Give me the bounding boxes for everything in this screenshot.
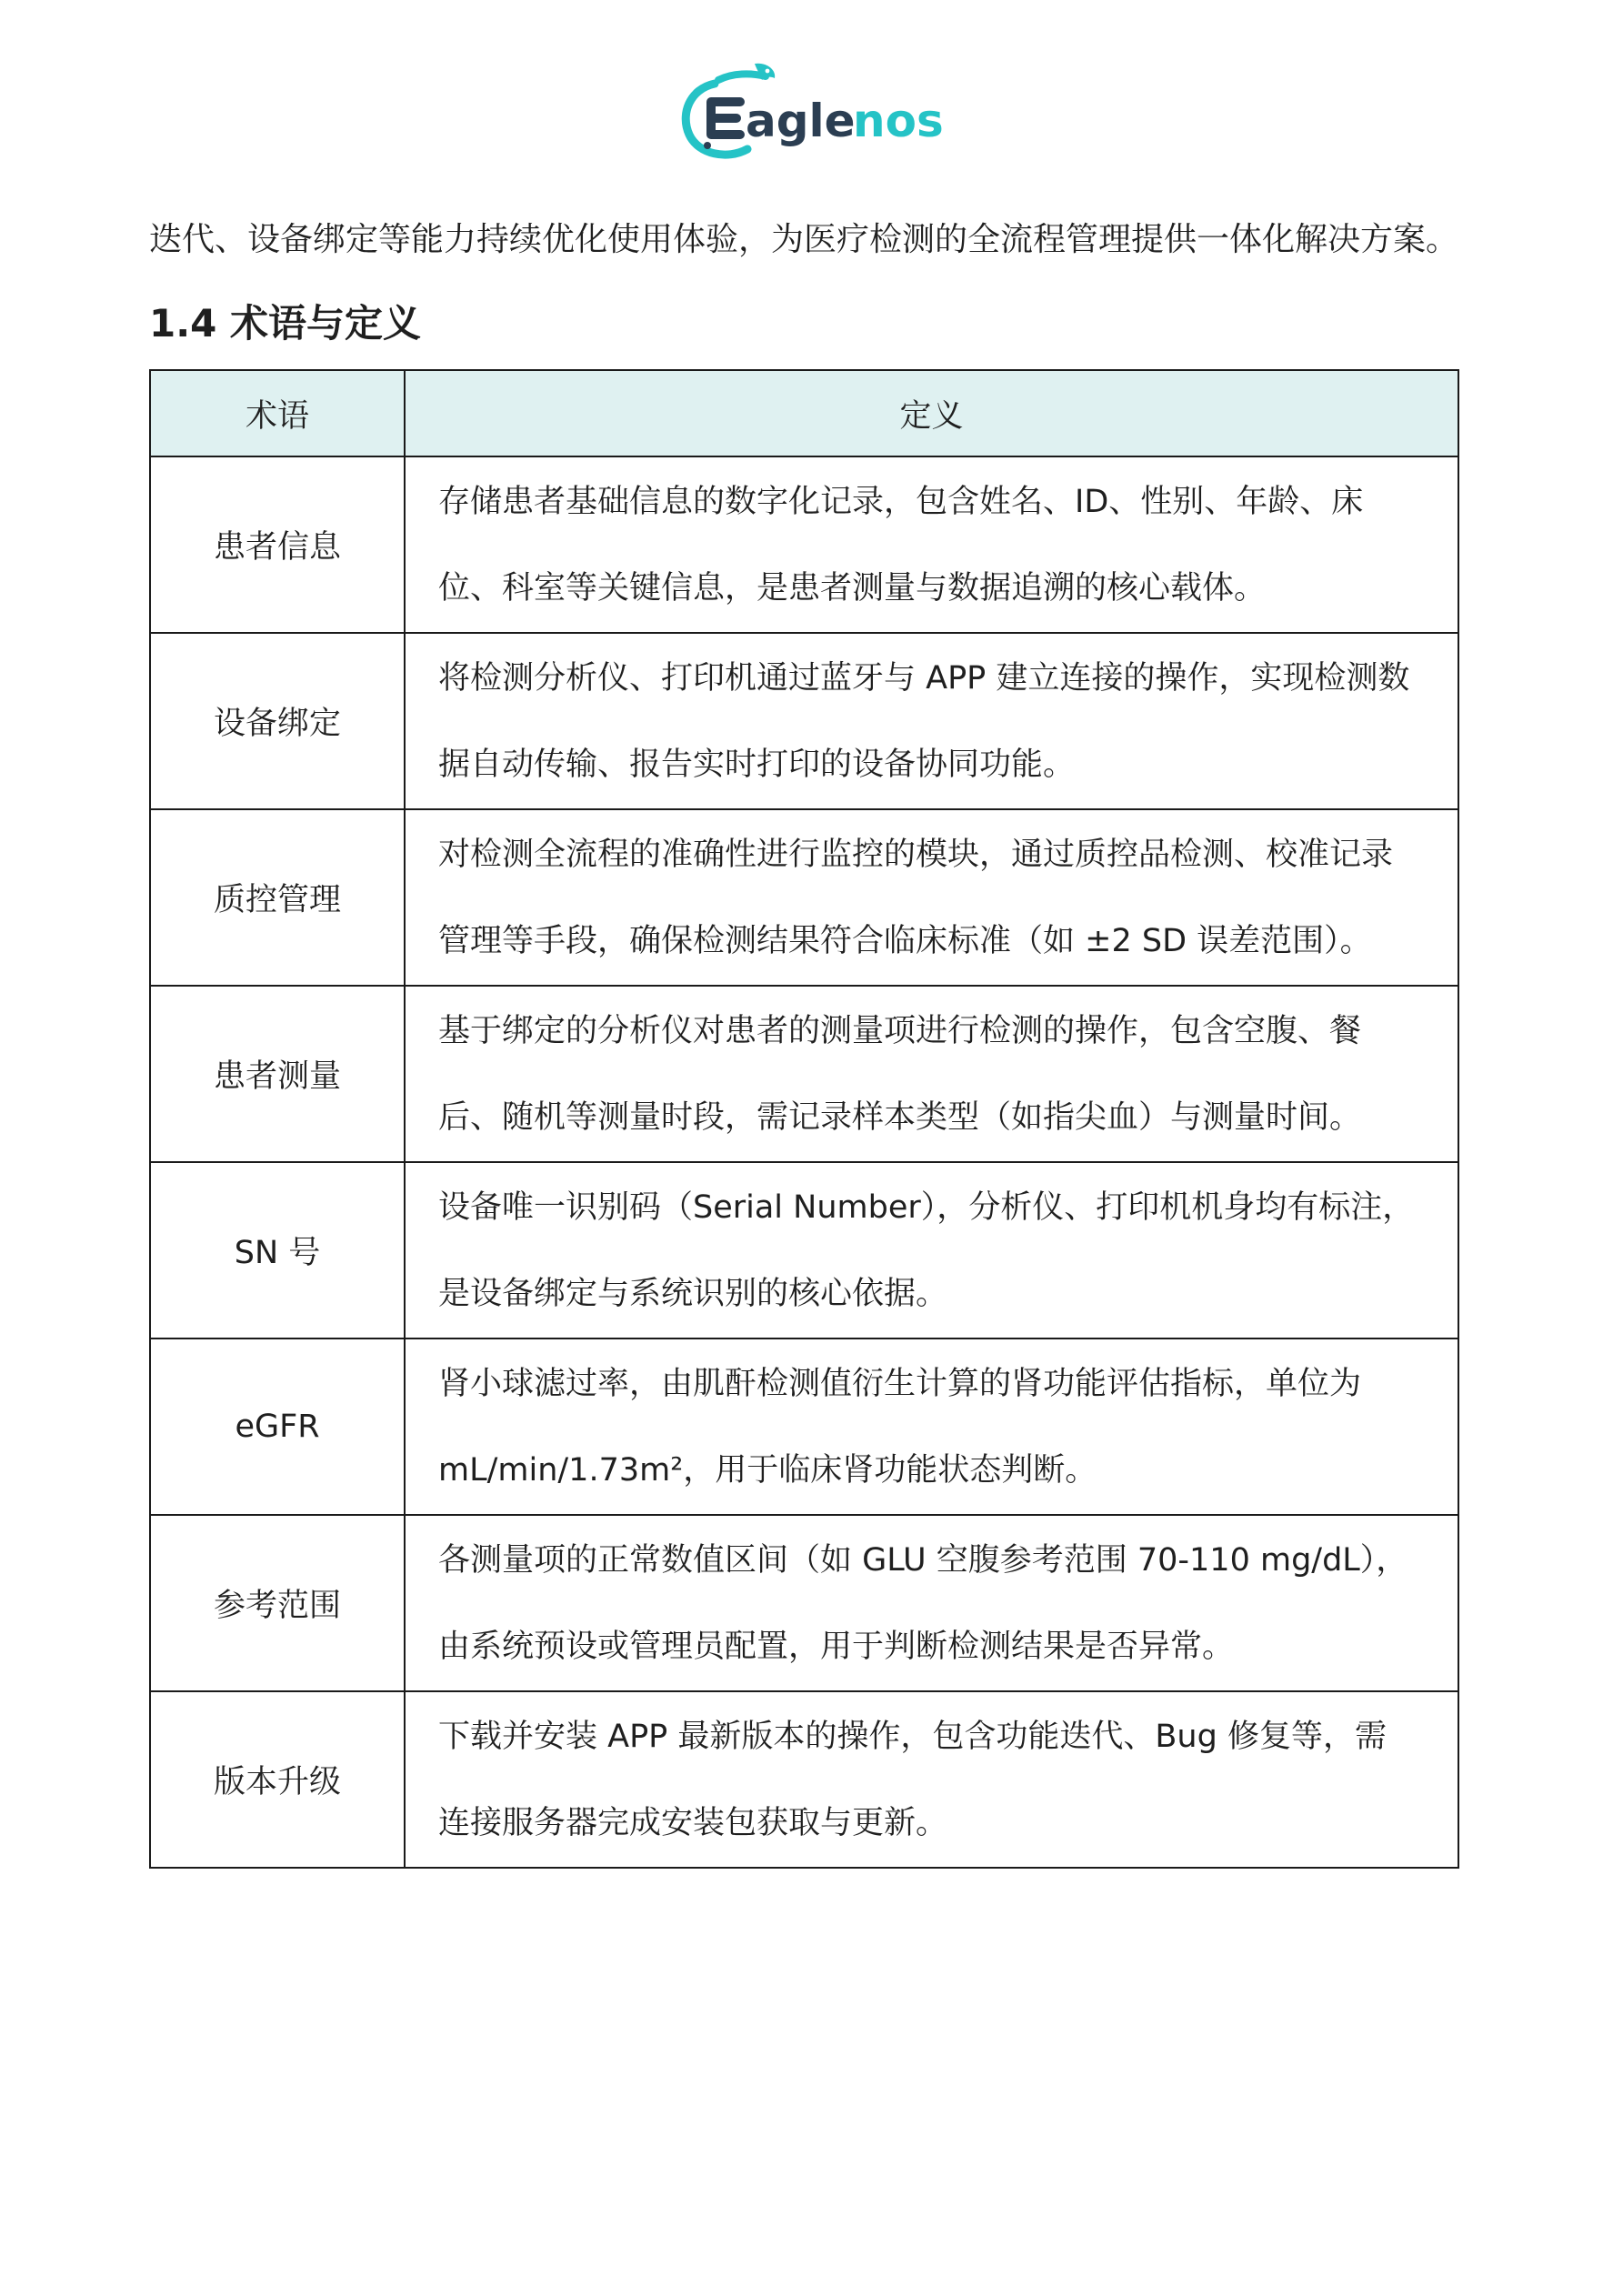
table-row (150, 1515, 1458, 1691)
definition-line: 基于绑定的分析仪对患者的测量项进行检测的操作，包含空腹、餐 (438, 1013, 1362, 1049)
definition-line: 对检测全流程的准确性进行监控的模块，通过质控品检测、校准记录 (438, 837, 1394, 873)
term-cell: 版本升级 (150, 1691, 405, 1868)
definition-line: 下载并安装 APP 最新版本的操作，包含功能迭代、Bug 修复等，需 (438, 1719, 1387, 1755)
definition-line: 是设备绑定与系统识别的核心依据。 (438, 1276, 948, 1312)
header-definition: 定义 (405, 370, 1458, 456)
definition-line: 存储患者基础信息的数字化记录，包含姓名、ID、性别、年龄、床 (438, 484, 1364, 520)
table-header-row (150, 370, 1458, 456)
table-row (150, 1338, 1458, 1515)
definition-line: 连接服务器完成安装包获取与更新。 (438, 1805, 948, 1841)
definition-cell (405, 633, 1458, 809)
definition-cell (405, 986, 1458, 1162)
term-cell: 患者测量 (150, 986, 405, 1162)
table-row (150, 986, 1458, 1162)
term-cell: 患者信息 (150, 456, 405, 633)
table-row (150, 809, 1458, 986)
intro-paragraph: 迭代、设备绑定等能力持续优化使用体验，为医疗检测的全流程管理提供一体化解决方案。 (149, 221, 1459, 258)
definition-cell (405, 809, 1458, 986)
definition-cell (405, 1338, 1458, 1515)
header-term: 术语 (150, 370, 405, 456)
definition-cell (405, 1162, 1458, 1338)
definition-line: 各测量项的正常数值区间（如 GLU 空腹参考范围 70-110 mg/dL）， (438, 1542, 1408, 1579)
term-cell: 参考范围 (150, 1515, 405, 1691)
section-title: 1.4 术语与定义 (149, 301, 422, 346)
definition-line: 肾小球滤过率，由肌酐检测值衍生计算的肾功能评估指标，单位为 (438, 1366, 1362, 1402)
term-cell: 设备绑定 (150, 633, 405, 809)
definition-line: 将检测分析仪、打印机通过蓝牙与 APP 建立连接的操作，实现检测数 (438, 660, 1410, 697)
eaglenos-logo (676, 56, 958, 164)
definition-line: 由系统预设或管理员配置，用于判断检测结果是否异常。 (438, 1629, 1235, 1665)
term-cell: SN 号 (150, 1162, 405, 1338)
logo-wordmark-dark: agle (746, 95, 856, 147)
definition-cell (405, 456, 1458, 633)
definition-cell (405, 1691, 1458, 1868)
logo-wordmark-teal: nos (853, 95, 944, 147)
table-row (150, 456, 1458, 633)
definition-line: 后、随机等测量时段，需记录样本类型（如指尖血）与测量时间。 (438, 1099, 1362, 1136)
definition-line: 设备唯一识别码（Serial Number），分析仪、打印机机身均有标注， (438, 1189, 1415, 1226)
definition-line: 位、科室等关键信息，是患者测量与数据追溯的核心载体。 (438, 570, 1267, 607)
term-cell: 质控管理 (150, 809, 405, 986)
terms-definition-table (149, 369, 1459, 1869)
definition-line: 据自动传输、报告实时打印的设备协同功能。 (438, 747, 1076, 783)
table-row (150, 633, 1458, 809)
definition-line: 管理等手段，确保检测结果符合临床标准（如 ±2 SD 误差范围）。 (438, 923, 1372, 959)
eagle-logo-icon (676, 56, 958, 164)
definition-cell (405, 1515, 1458, 1691)
table-row (150, 1162, 1458, 1338)
table-row (150, 1691, 1458, 1868)
definition-line: mL/min/1.73m²，用于临床肾功能状态判断。 (438, 1452, 1097, 1489)
term-cell: eGFR (150, 1338, 405, 1515)
